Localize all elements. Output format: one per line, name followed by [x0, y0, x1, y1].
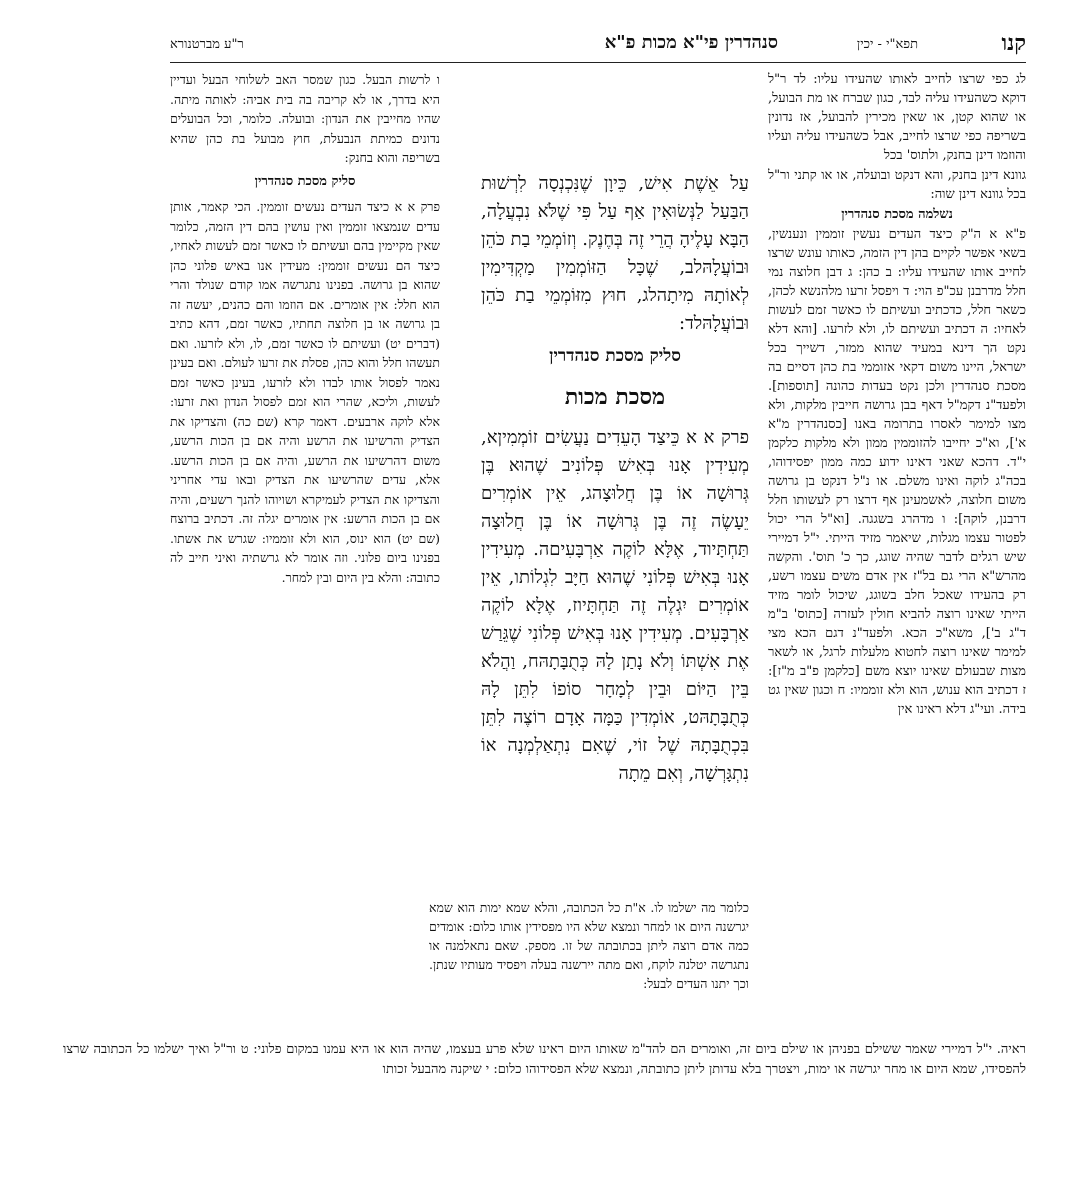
- left-commentary-paragraph: ו לרשות הבעל. כגון שמסר האב לשלוחי הבעל ועדיין היא בדרך, או לא קריבה בה בית אביה: לאותה מיתה. שהיו מחייבין את הנדון: ובועלה. כלומר, וכל הבועלים נדונים כמיתת הנבעלת, חוץ מבועל בת כהן שהיא בשריפה והוא בחנק:: [170, 72, 440, 165]
- bottom-commentary: ראיה. י"ל דמיירי שאמר ששילם בפניהן או שילם ביום זה, ואומרים הם להד"מ שאותו היום ראינו שלא פרע בעצמו, שהיה הוא או היא עמנו במקום פלוני: ט ור"ל ואיך ישלמו כל הכתובה שרצו להפסידו, שמא היום או מחר יגרשה או ימות, ויצטרך בלא עדותן ליתן כתובתה, ונמצא שלא הפסידוהו כלום: י שיקנה מהבעל זכותו: [63, 1042, 1026, 1077]
- right-commentary-paragraph: גוונא דינן בחנק, והא דנקט ובועלה, או או קתני ור"ל בכל גוונא דינן שוה:: [768, 168, 1026, 202]
- right-column-end-title: נשלמה מסכת סנהדרין: [841, 207, 953, 222]
- left-commentary-column: [170, 70, 440, 1080]
- running-title: סנהדרין פי"א מכות פ"א: [604, 32, 778, 53]
- tractate-end-title: סליק מסכת סנהדרין: [549, 346, 681, 366]
- running-commentary-ref: תפא"י - יכין: [856, 37, 918, 52]
- mishna-text: עַל אֵשֶׁת אִישׁ, כֵּיוָן שֶׁנִּכְנְסָה לִרְשׁוּת הַבַּעַל לַנְּשׂוּאִין אַף עַל פִּי שֶׁלֹּא נִבְעֲלָה, הַבָּא עָלֶיהָ הֲרֵי זֶה בְּחֶנֶק. וְזוֹמְמֵי בַת כֹּהֵן וּבוֹעֲלָהּלב, שֶׁכָּל הַזּוֹמְמִין מַקְדִּימִין לְאוֹתָהּ מִיתָהלג, חוּץ מִזּוֹמְמֵי בַת כֹּהֵן וּבוֹעֲלָהּלד:: [481, 173, 749, 334]
- lower-center-commentary: כלומר מה ישלמו לו. א"ת כל הכתובה, והלא שמא ימות הוא שמא יגרשנה היום או למחר ונמצא שלא היו מפסידין אותו כלום: אומדים כמה אדם רוצה ליתן בכתובתה של זו. מספק. שאם נתאלמנה או נתגרשה יטלנה לוקח, ואם מתה יירשנה בעלה ויפסיד מעותיו שנתן. וכך יתנו העדים לבעל:: [429, 900, 749, 991]
- page-number: קנו: [1001, 30, 1026, 56]
- running-commentary-name: ר"ע מברטנורא: [170, 37, 244, 52]
- right-commentary-paragraph: פ"א א ה"ק כיצד העדים נעשין זוממין ונענשין, בשאי אפשר לקיים בהן דין הזמה, כאותו עונש שרצו לחייב אותו שהעידו עליו: ב כהן: ג דבן חלוצה נמי חלל מדרבנן עכ"פ הוי: ד ויפסל זרעו מלהנשא לכהן, כשאר חלל, כדכתיב ועשיתם לו כאשר זמם לעשות לאחיו: ה דכתיב ועשיתם לו, ולא לזרעו. [והא דלא נקט הך דינא במעיד שהוא ממזר, דשייך בכל ישראל, היינו משום דקאי אזוממי בת כהן דסיים בה מסכת סנהדרין ולכן נקט בעדות כהונה [תוספות]. ולפעד"נ דקמ"ל דאף בבן גרושה חייבין מלקות, ולא מצו למימר לאסרו בתרומה באנו [כסנהדרין מ"א א'], וא"כ יחייבו להזוממין ממון ולא מלקות כלקמן י"ד. דהכא שאני דאינו ידוע כמה ממון יפסידוהו, בכה"ג לוקה ואינו משלם. או נ"ל דנקט בן גרושה משום חלוצה, לאשמעינן אף דרצו רק לעשותו חלל דרבנן, לוקה]: ו מדהרג בשגגה. [וא"ל הרי יכול לפטור עצמו מגלות, שיאמר מזיד הייתי. י"ל דמיירי שיש רגלים לדבר שהיה שוגג, כך כ' תוס'. והקשה מהרש"א הרי גם בל"ז אין אדם משים עצמו רשע, רק בהעידו שאכל חלב בשוגג, שיכול לומר מזיד הייתי שאינו רוצה להביא חולין לעזרה [כתוס' ב"מ ד"ג ב'], משא"כ הכא. ולפעד"נ דגם הכא מצי למימר שאינו רוצה לחטוא מלעלות לרגל, או לשאר מצות שבעולם שאינו יוצא משם [כלקמן פ"ב מ"ז]: ז דכתיב הוא ענוש, הוא ולא זוממיו: ח וכגון שאין גט בידה. ועי"ג דלא ראינו אין: [768, 227, 1026, 717]
- tractate-title: מסכת מכות: [564, 384, 666, 410]
- header-rule: [170, 62, 1026, 63]
- left-commentary-paragraph: פרק א א כיצד העדים נעשים זוממין. הכי קאמר, אותן עדים שנמצאו זוממין ואין עושין בהם דין הזמה, כלומר שאין מקיימין בהם ועשיתם לו כאשר זמם לעשות לאחיו, כיצד הם נעשים זוממין: מעידין אנו באיש פלוני כהן שהוא בן גרושה. בפנינו נתגרשה אמו קודם שנולד והרי הוא חלל: אין אומרים. אם הוזמו והם כהנים, יעשה זה בן גרושה או בן חלוצה תחתיו, כאשר זמם, דהא כתיב (דברים יט) ועשיתם לו כאשר זמם, לו, ולא לזרעו. ואם תעשהו חלל והוא כהן, פסלת את זרעו לעולם. ואם בעינן נאמר לפסול אותו לבדו ולא לזרעו, בעינן כאשר זמם לעשות, וליכא, שהרי הוא זמם לפסול הנדון ואת זרעו: אלא לוקה ארבעים. דאמר קרא (שם כה) והצדיקו את הצדיק והרשיעו את הרשע והיה אם בן הכות הרשע, משום דהרשיעו את הרשע, והיה אם בן הכות הרשע. אלא, עדים שהרשיעו את הצדיק ובאו עדי אחריני והצדיקו את הצדיק לעמיקרא ושויוהו להנך רשעים, והיה אם בן הכות הרשע: אין אומרים יגלה זה. דכתיב ברוצח (שם יט) הוא ינוס, הוא ולא זוממיו: שגרש את אשתו. בפנינו ביום פלוני. וזה אומר לא גרשתיה ואיני חייב לה כתובה: והלא בין היום ובין למחר.: [170, 199, 440, 585]
- mishna-text: פרק א א כֵּיצַד הָעֵדִים נַעֲשִׂים זוֹמְמִיןא, מְעִידִין אָנוּ בְּאִישׁ פְּלוֹנִיב שֶׁהוּא בֶּן גְּרוּשָׁה אוֹ בֶּן חֲלוּצָהג, אֵין אוֹמְרִים יֵעָשֶׂה זֶה בֶּן גְּרוּשָׁה אוֹ בֶּן חֲלוּצָה תַּחְתָּיוד, אֶלָּא לוֹקֶה אַרְבָּעִיםה. מְעִידִין אָנוּ בְּאִישׁ פְּלוֹנִי שֶׁהוּא חַיָּב לִגְלוֹתו, אֵין אוֹמְרִים יִגְלֶה זֶה תַּחְתָּיוז, אֶלָּא לוֹקֶה אַרְבָּעִים. מְעִידִין אָנוּ בְּאִישׁ פְּלוֹנִי שֶׁגֵּרַשׁ אֶת אִשְׁתּוֹ וְלֹא נָתַן לָהּ כְּתֻבָּתָהּח, וַהֲלֹא בֵּין הַיּוֹם וּבֵין לְמָחָר סוֹפוֹ לִתֵּן לָהּ כְּתֻבָּתָהּט, אוֹמְדִין כַּמָּה אָדָם רוֹצֶה לִתֵּן בִּכְתֻבָּתָהּ שֶׁל זוֹי, שֶׁאִם נִתְאַלְמְנָה אוֹ נִתְגָּרְשָׁה, וְאִם מֵתָה: [481, 427, 749, 784]
- center-mishna-column: [481, 170, 749, 890]
- right-commentary-column: [768, 70, 1026, 1080]
- page-header: [170, 30, 1026, 64]
- right-commentary-paragraph: לג כפי שרצו לחייב לאותו שהעידו עליו: לד ר"ל דוקא כשהעידו עליה לבד, כגון שברח או מת הבועל, או שהוא קטן, או שאין מכירין להבועל, אז נדונין בשריפה כפי שרצו לחייב, אבל כשהעידו עליה ועליו והוזמו דינן בחנק, ולתוס' בכל: [768, 72, 1026, 163]
- left-column-end-title: סליק מסכת סנהדרין: [254, 173, 356, 189]
